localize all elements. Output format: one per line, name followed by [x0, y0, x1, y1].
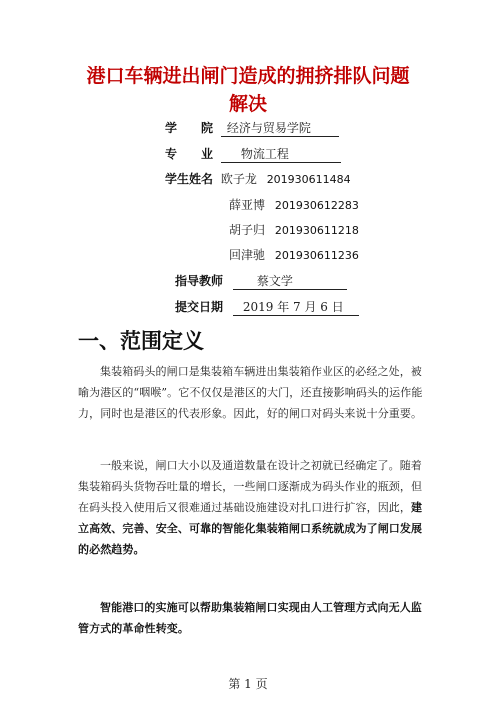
students-label: 学生姓名 [165, 172, 214, 186]
advisor-row [175, 273, 347, 290]
paragraph-3-bold: 智能港口的实施可以帮助集装箱闸口实现由人工管理方式向无人监管方式的革命性转变。 [78, 601, 422, 635]
college-value: 经济与贸易学院 [221, 120, 339, 137]
paragraph-2-normal: 一般来说，闸口大小以及通道数量在设计之初就已经确定了。随着集装箱码头货物吞吐量的增长，一些闸口逐渐成为码头作业的瓶颈，但在码头投入使用后又很难通过基础设施建设对扎口进行扩容，因此， [78, 459, 423, 514]
advisor-label: 指导教师 [175, 274, 224, 288]
student-name: 回津驰 [229, 248, 266, 262]
student-id: 201930611218 [274, 224, 359, 237]
student-name: 欧子龙 [220, 172, 257, 186]
date-row [175, 299, 359, 316]
student-id: 201930611236 [274, 249, 359, 262]
section-heading: 一、范围定义 [78, 329, 204, 353]
paragraph-1: 集装箱码头的闸口是集装箱车辆进出集装箱作业区的必经之处，被喻为港区的“咽喉”。它不仅仅是港区的大门，还直接影响码头的运作能力，同时也是港区的代表形象。因此，好的闸口对码头来说十分重要。 [78, 365, 423, 420]
student-name: 胡子归 [229, 223, 266, 237]
major-label: 专 业 [165, 147, 214, 161]
student-row-3 [229, 222, 359, 239]
page-number: 第 1 页 [228, 677, 268, 691]
major-value: 物流工程 [221, 146, 341, 163]
major-row [165, 146, 341, 163]
document-title-line-1: 港口车辆进出闸门造成的拥挤排队问题 [86, 65, 410, 87]
student-id: 201930611484 [266, 173, 351, 186]
date-label: 提交日期 [175, 300, 224, 314]
document-title-line-2: 解决 [228, 93, 267, 115]
paragraph-2-bold: 建立高效、完善、安全、可靠的智能化集装箱闸口系统就成为了闸口发展的必然趋势。 [78, 501, 423, 556]
student-row-4 [229, 247, 359, 264]
student-row-2 [229, 197, 359, 214]
student-id: 201930612283 [274, 199, 359, 212]
college-row [165, 120, 339, 137]
student-name: 薛亚博 [229, 198, 266, 212]
date-value: 2019 年 7 月 6 日 [233, 299, 359, 316]
paragraph-2 [78, 455, 428, 560]
paragraph-3 [78, 597, 428, 639]
college-label: 学 院 [165, 121, 214, 135]
advisor-value: 蔡文学 [233, 273, 347, 290]
student-row-1 [165, 171, 351, 188]
